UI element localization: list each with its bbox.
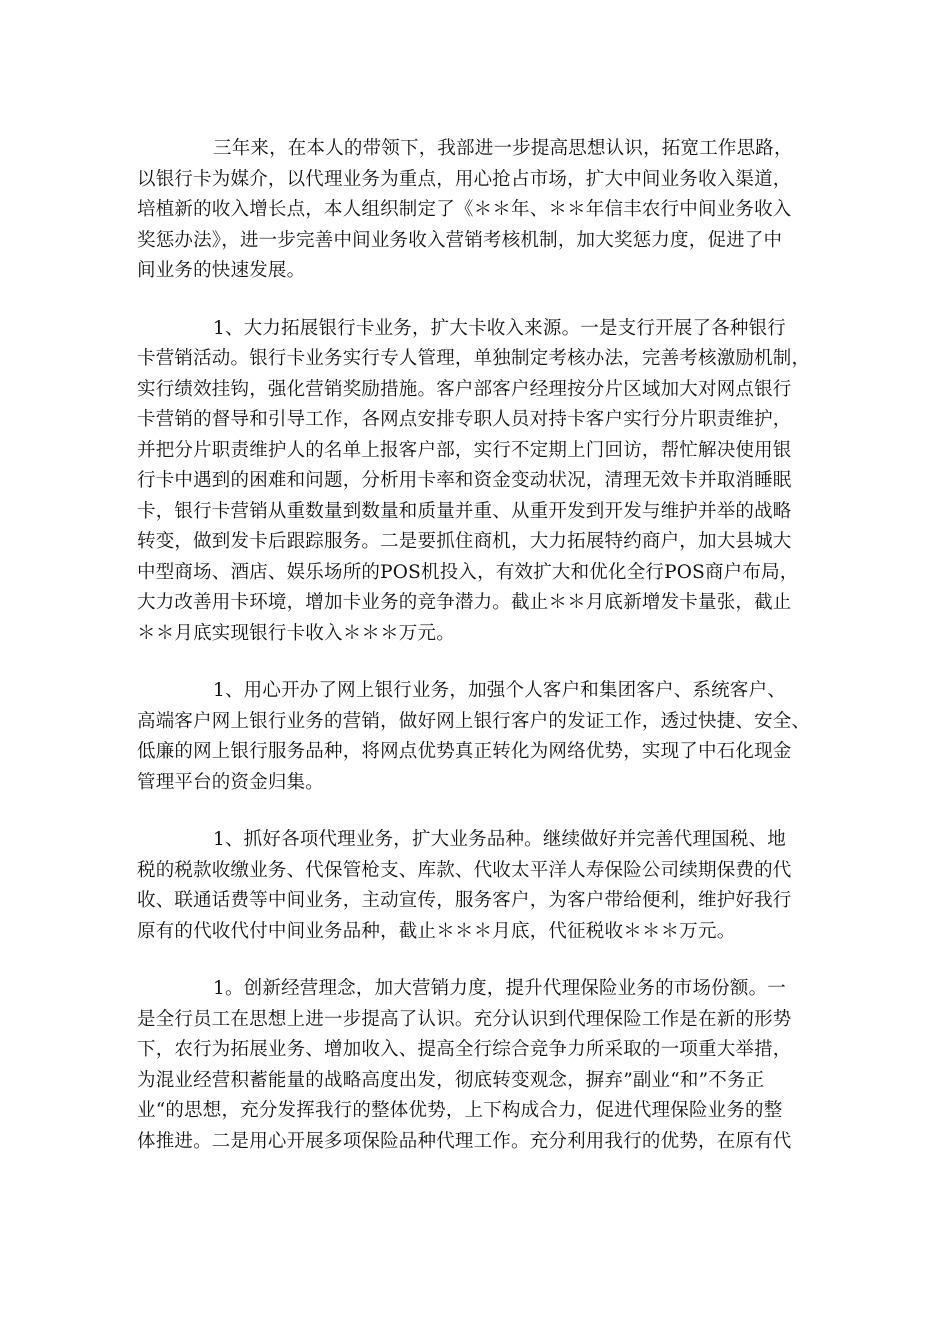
- paragraph-bank-card: [137, 314, 827, 650]
- text-line: 奖惩办法》，进一步完善中间业务收入营销考核机制，加大奖惩力度，促进了中: [137, 229, 783, 251]
- text-line: 高端客户网上银行业务的营销，做好网上银行客户的发证工作，透过快捷、安全、: [137, 710, 811, 732]
- text-line: 实行绩效挂钩，强化营销奖励措施。客户部客户经理按分片区域加大对网点银行: [137, 378, 792, 400]
- text-line: 行卡中遇到的困难和问题，分析用卡率和资金变动状况，清理无效卡并取消睡眠: [137, 470, 792, 491]
- text-line: 体推进。二是用心开展多项保险品种代理工作。充分利用我行的优势，在原有代: [137, 1130, 792, 1152]
- text-line: 培植新的收入增长点，本人组织制定了《＊＊年、＊＊年信丰农行中间业务收入: [137, 199, 792, 220]
- text-line: 三年来，在本人的带领下，我部进一步提高思想认识，拓宽工作思路，: [213, 138, 793, 159]
- text-line: 1。创新经营理念，加大营销力度，提升代理保险业务的市场份额。一: [213, 978, 786, 999]
- text-line: ＊＊月底实现银行卡收入＊＊＊万元。: [137, 622, 455, 644]
- text-line: 税的税款收缴业务、代保管枪支、库款、代收太平洋人寿保险公司续期保费的代: [137, 859, 792, 881]
- text-line: 原有的代收代付中间业务品种，截止＊＊＊月底，代征税收＊＊＊万元。: [137, 920, 736, 942]
- text-line: 转变，做到发卡后跟踪服务。二是要抓住商机，大力拓展特约商户，加大县城大: [137, 531, 792, 552]
- paragraph-insurance: [137, 974, 827, 1157]
- text-line: 并把分片职责维护人的名单上报客户部，实行不定期上门回访，帮忙解决使用银: [137, 439, 792, 461]
- text-line: 低廉的网上银行服务品种，将网点优势真正转化为网络优势，实现了中石化现金: [137, 741, 792, 762]
- paragraph-online-banking: [137, 676, 827, 798]
- text-line: 1、大力拓展银行卡业务，扩大卡收入来源。一是支行开展了各种银行: [213, 317, 786, 339]
- text-line: 是全行员工在思想上进一步提高了认识。充分认识到代理保险工作是在新的形势: [137, 1008, 792, 1030]
- paragraph-intro: [137, 134, 827, 287]
- text-line: 中型商场、酒店、娱乐场所的POS机投入，有效扩大和优化全行POS商户布局，: [137, 561, 799, 583]
- paragraph-agency-business: [137, 825, 827, 947]
- text-line: 大力改善用卡环境，增加卡业务的竞争潜力。截止＊＊月底新增发卡量张，截止: [137, 592, 792, 613]
- text-line: 收、联通话费等中间业务，主动宣传，服务客户，为客户带给便利，维护好我行: [137, 890, 792, 911]
- text-line: 间业务的快速发展。: [137, 260, 306, 281]
- text-line: 业“的思想，充分发挥我行的整体优势，上下构成合力，促进代理保险业务的整: [137, 1100, 783, 1121]
- text-line: 1、抓好各项代理业务，扩大业务品种。继续做好并完善代理国税、地: [213, 829, 786, 850]
- text-line: 管理平台的资金归集。: [137, 771, 325, 793]
- text-line: 卡营销的督导和引导工作，各网点安排专职人员对持卡客户实行分片职责维护，: [137, 409, 792, 430]
- document-body: [137, 134, 827, 1184]
- text-line: 1、用心开办了网上银行业务，加强个人客户和集团客户、系统客户、: [213, 680, 786, 701]
- text-line: 为混业经营积蓄能量的战略高度出发，彻底转变观念，摒弃”副业“和”不务正: [137, 1069, 765, 1091]
- text-line: 卡，银行卡营销从重数量到数量和质量并重、从重开发到开发与维护并举的战略: [137, 500, 792, 522]
- text-line: 以银行卡为媒介，以代理业务为重点，用心抢占市场，扩大中间业务收入渠道，: [137, 168, 792, 190]
- text-line: 卡营销活动。银行卡业务实行专人管理，单独制定考核办法，完善考核激励机制，: [137, 348, 811, 369]
- text-line: 下，农行为拓展业务、增加收入、提高全行综合竞争力所采取的一项重大举措，: [137, 1039, 792, 1060]
